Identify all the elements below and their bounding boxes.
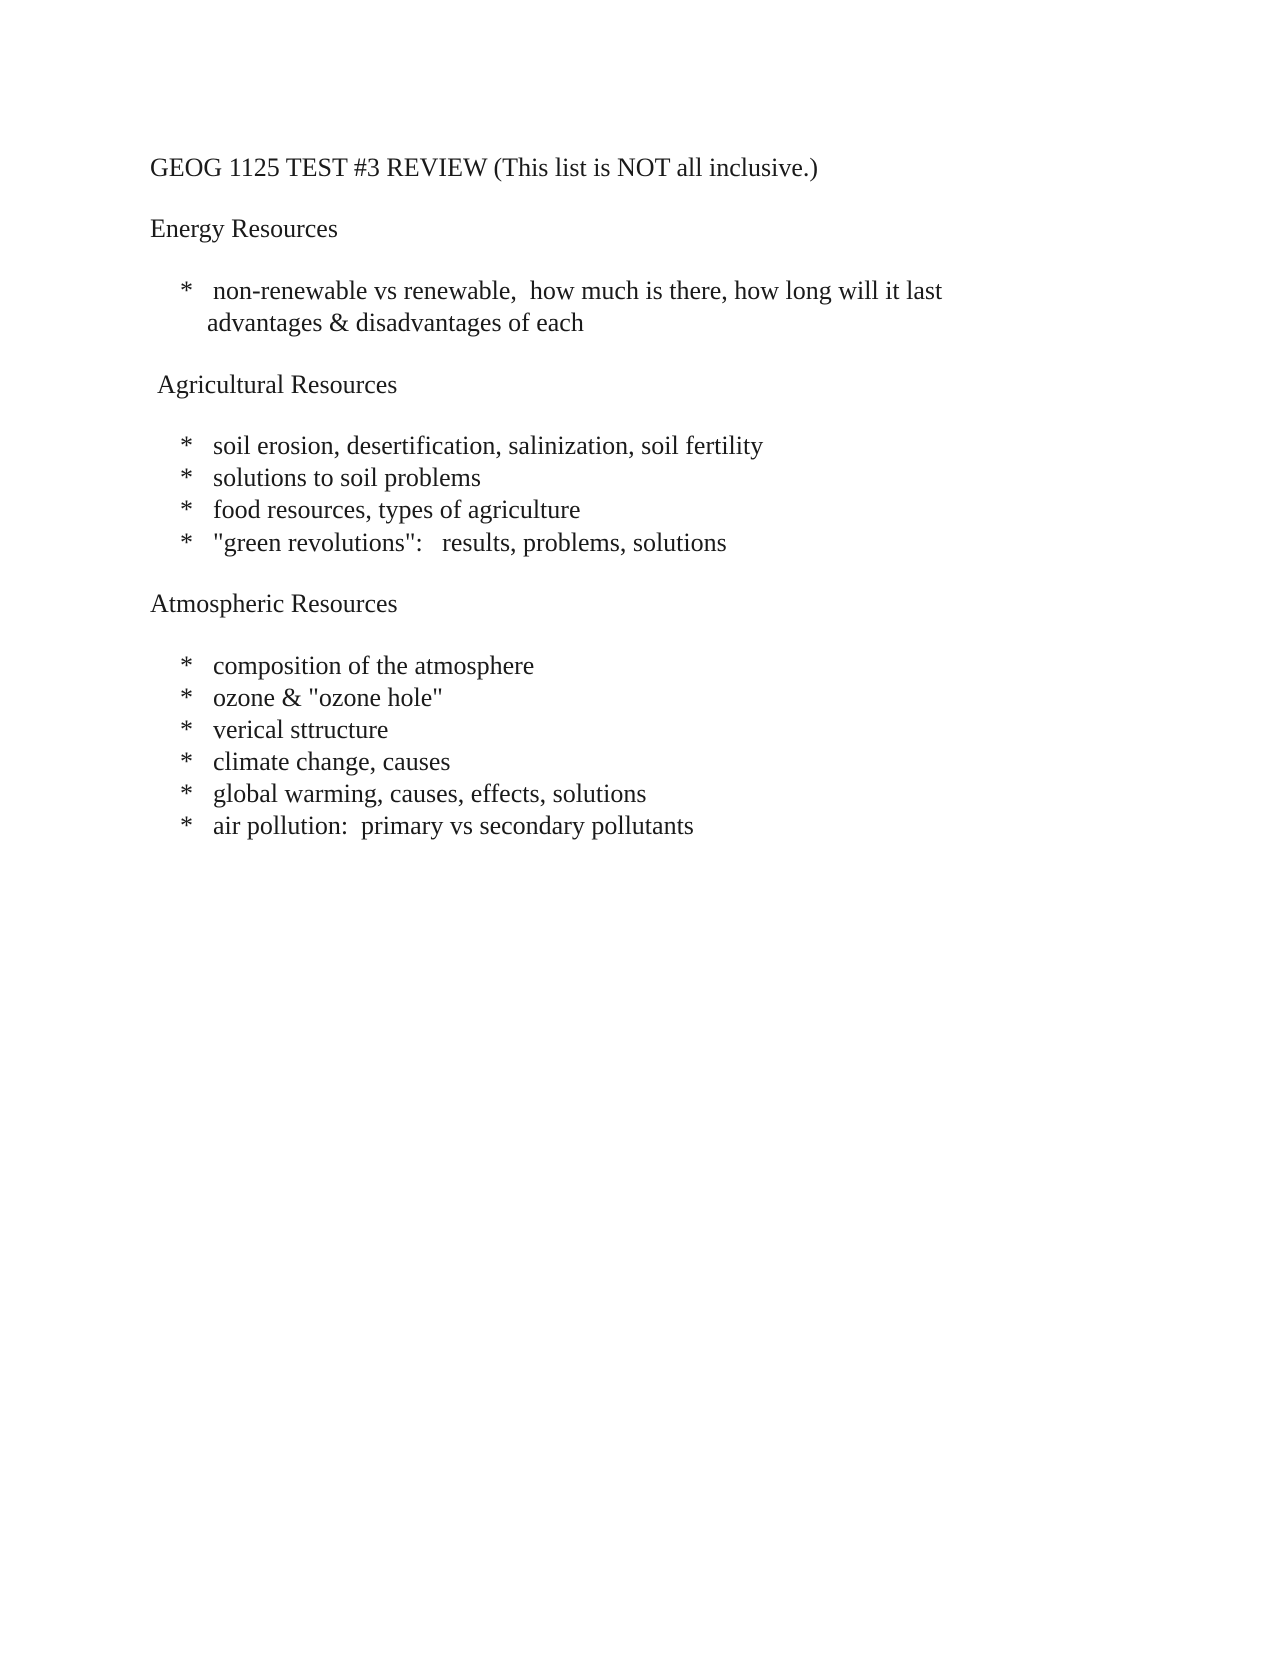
bullet-marker: * (180, 747, 193, 776)
bullet-marker: * (180, 495, 193, 524)
section-heading-agricultural: Agricultural Resources (157, 370, 398, 399)
bullet-marker: * (180, 779, 193, 808)
list-item: air pollution: primary vs secondary pollutants (213, 811, 694, 840)
bullet-marker: * (180, 651, 193, 680)
list-item: verical sttructure (213, 715, 389, 744)
bullet-marker: * (180, 431, 193, 460)
bullet-marker: * (180, 683, 193, 712)
section-heading-energy: Energy Resources (150, 214, 338, 243)
bullet-marker: * (180, 715, 193, 744)
list-item: ozone & "ozone hole" (213, 683, 443, 712)
list-item: climate change, causes (213, 747, 451, 776)
list-item: "green revolutions": results, problems, solutions (213, 528, 727, 557)
list-item: food resources, types of agriculture (213, 495, 581, 524)
bullet-marker: * (180, 463, 193, 492)
bullet-marker: * (180, 276, 193, 305)
bullet-marker: * (180, 528, 193, 557)
list-item: composition of the atmosphere (213, 651, 535, 680)
bullet-marker: * (180, 811, 193, 840)
list-item: non-renewable vs renewable, how much is there, how long will it last (213, 276, 943, 305)
document-title: GEOG 1125 TEST #3 REVIEW (This list is NOT all inclusive.) (150, 153, 819, 182)
list-item: solutions to soil problems (213, 463, 481, 492)
list-item-continuation: advantages & disadvantages of each (207, 308, 584, 337)
list-item: soil erosion, desertification, salinization, soil fertility (213, 431, 764, 460)
section-heading-atmospheric: Atmospheric Resources (150, 589, 398, 618)
list-item: global warming, causes, effects, solutions (213, 779, 647, 808)
